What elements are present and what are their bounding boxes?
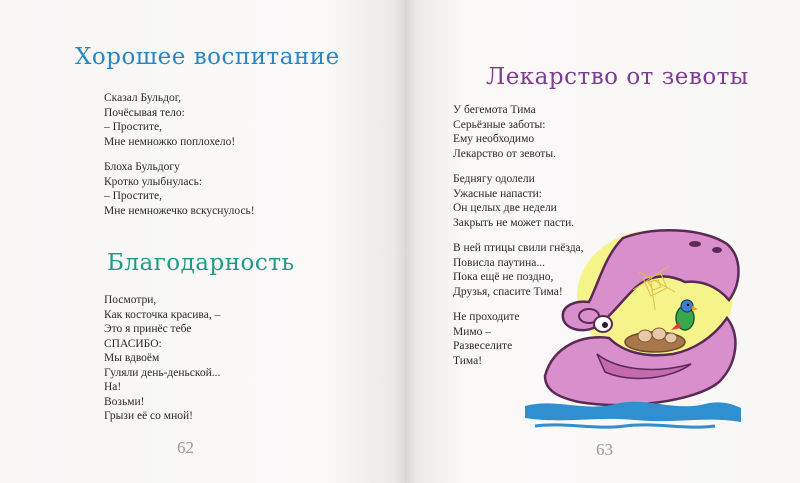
poem-line: – Простите, [104, 121, 163, 133]
poem-line: Ему необходимо [453, 133, 535, 145]
water [525, 402, 741, 422]
stanza [104, 293, 220, 424]
poem-line: Это я принёс тебе [104, 323, 192, 335]
hippo-nostril [712, 247, 722, 253]
page-number-left: 62 [177, 438, 194, 457]
poem-line: Мимо – [453, 325, 492, 338]
poem-line: Мне немножко поплохело! [104, 135, 236, 148]
hippo-yawning-illustration [505, 226, 745, 436]
poem-line: Гуляли день-деньской... [104, 366, 221, 379]
poem-good-manners [104, 91, 255, 229]
poem-line: Беднягу одолели [453, 173, 535, 185]
stanza [453, 103, 584, 161]
poem-line: Мне немножечко вскуснулось! [104, 204, 255, 217]
poem-line: Ужасные напасти: [453, 187, 542, 200]
page-number-right: 63 [596, 440, 613, 459]
poem-line: Он целых две недели [453, 202, 557, 214]
poem-line: Грызи её со мной! [104, 410, 193, 422]
poem-line: СПАСИБО: [104, 337, 162, 350]
stanza [104, 160, 255, 218]
poem-title-gratitude: Благодарность [107, 250, 295, 276]
stanza [104, 91, 255, 149]
right-page [405, 0, 800, 483]
poem-line: Возьми! [104, 395, 145, 408]
hippo-nostril [689, 241, 701, 247]
poem-line: – Простите, [104, 190, 163, 202]
poem-line: Мы вдвоём [104, 352, 160, 364]
poem-line: Посмотри, [104, 294, 157, 306]
poem-line: В ней птицы свили гнёзда, [453, 242, 584, 254]
poem-gratitude [104, 293, 220, 435]
poem-line: Сказал Бульдог, [104, 92, 181, 104]
poem-line: Повисла паутина... [453, 256, 545, 269]
poem-line: Развеселите [453, 340, 513, 352]
poem-line: Кротко улыбнулась: [104, 175, 203, 188]
poem-line: Почёсывая тело: [104, 106, 185, 119]
poem-line: Друзья, спасите Тима! [453, 285, 563, 298]
poem-title-yawn-remedy: Лекарство от зевоты [486, 64, 749, 90]
poem-line: Как косточка красива, – [104, 308, 221, 321]
stanza [453, 172, 584, 230]
water-ripple [535, 425, 715, 427]
poem-line: Закрыть не может пасти. [453, 216, 575, 229]
hippo-pupil [602, 322, 608, 328]
poem-line: Серьёзные заботы: [453, 118, 546, 131]
poem-line: Не проходите [453, 311, 520, 323]
poem-title-good-manners: Хорошее воспитание [75, 44, 340, 70]
poem-line: Блоха Бульдогу [104, 161, 180, 173]
poem-line: Тима! [453, 354, 483, 367]
poem-line: Пока ещё не поздно, [453, 271, 554, 283]
poem-line: На! [104, 381, 122, 393]
poem-line: Лекарство от зевоты. [453, 147, 556, 160]
poem-line: У бегемота Тима [453, 104, 536, 116]
